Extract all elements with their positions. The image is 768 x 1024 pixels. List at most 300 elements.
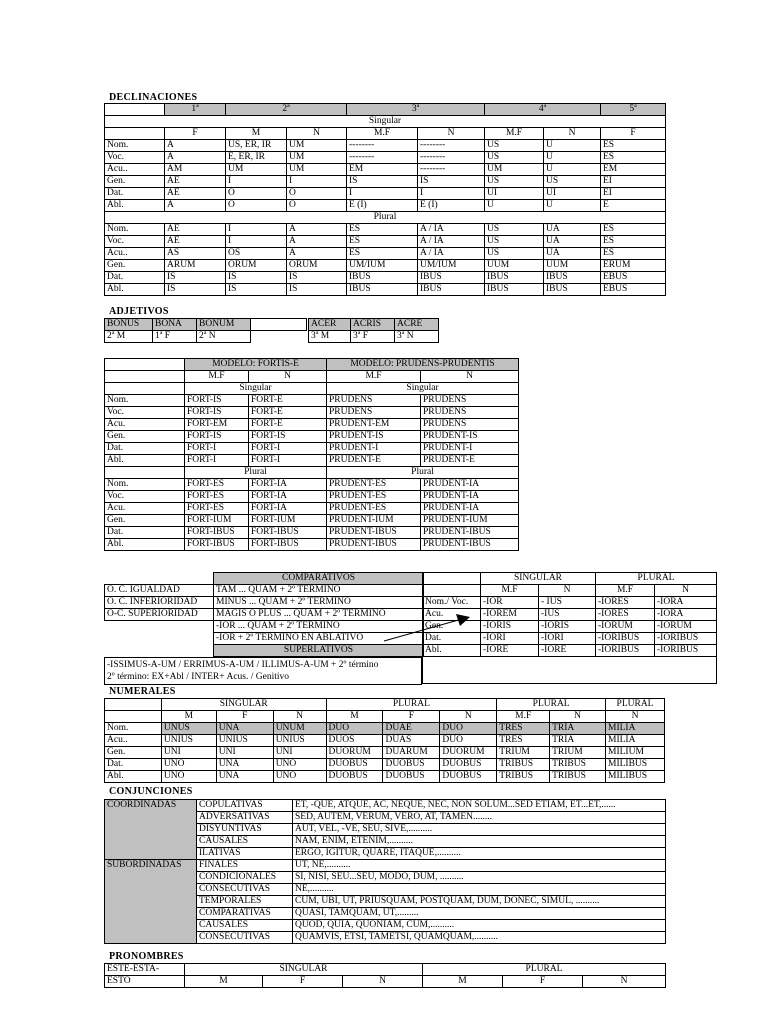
- conj-values: QUAMVIS, ETSI, TAMETSI, QUAMQUAM,..........: [293, 932, 666, 944]
- table-cell: IS: [226, 272, 287, 284]
- case-label: Abl.: [105, 284, 165, 296]
- table-cell: UNO: [273, 759, 326, 771]
- table-cell: ES: [601, 152, 666, 164]
- table-cell: I: [226, 176, 287, 188]
- section-title-declinaciones: DECLINACIONES: [109, 92, 198, 103]
- num-corner: [105, 699, 162, 711]
- decl-header-1: 1ª: [165, 104, 226, 116]
- conj-type: CONDICIONALES: [197, 872, 293, 884]
- adj-acer-label: 3ª F: [351, 331, 395, 343]
- table-cell: FORT-E: [249, 419, 327, 431]
- pron-singular-header: SINGULAR: [185, 964, 423, 976]
- table-cell: FORT-EM: [185, 419, 249, 431]
- table-cell: IBUS: [418, 272, 485, 284]
- table-cell: PRUDENS: [327, 395, 421, 407]
- table-cell: US, ER, IR: [226, 140, 287, 152]
- table-cell: -IORUM: [655, 621, 717, 633]
- table-cell: PRUDENT-ES: [327, 491, 421, 503]
- table-cell: FORT-IUM: [249, 515, 327, 527]
- table-cell: --------: [418, 140, 485, 152]
- decl-gender: F: [601, 128, 666, 140]
- table-cell: FORT-IA: [249, 503, 327, 515]
- case-label: Gen.: [105, 176, 165, 188]
- table-cell: -IORUM: [596, 621, 655, 633]
- table-cell: UNO: [161, 759, 216, 771]
- conj-values: SED, AUTEM, VERUM, VERO, AT, TAMEN........: [293, 812, 666, 824]
- case-label: Dat.: [423, 633, 481, 645]
- table-cell: U: [544, 164, 601, 176]
- table-cell: UA: [544, 224, 601, 236]
- table-cell: IBUS: [347, 284, 418, 296]
- table-cell: -IORIBUS: [596, 645, 655, 657]
- conj-values: ERGO, IGITUR, QUARE, ITAQUE,..........: [293, 848, 666, 860]
- table-cell: US: [485, 176, 544, 188]
- table-cell: DUOBUS: [383, 771, 440, 783]
- table-cell: ES: [601, 140, 666, 152]
- table-cell: AE: [165, 236, 226, 248]
- table-cell: UM: [287, 164, 347, 176]
- table-cell: PRUDENT-I: [327, 443, 421, 455]
- table-cell: O: [226, 200, 287, 212]
- comp-gender: N: [539, 585, 596, 597]
- conj-type: CAUSALES: [197, 920, 293, 932]
- table-cell: - IUS: [539, 597, 596, 609]
- num-gender: N: [273, 711, 326, 723]
- table-cell: -IORI: [481, 633, 539, 645]
- case-label: Nom./ Voc.: [423, 597, 481, 609]
- table-cell: UM/IUM: [418, 260, 485, 272]
- table-cell: ES: [601, 236, 666, 248]
- modelo-prudens-header: MODELO: PRUDENS-PRUDENTIS: [327, 359, 519, 371]
- conj-values: NE,..........: [293, 884, 666, 896]
- table-cell: ARUM: [165, 260, 226, 272]
- table-cell: IBUS: [544, 284, 601, 296]
- table-cell: DUOBUS: [383, 759, 440, 771]
- prudens-singular-label: Singular: [327, 383, 519, 395]
- conj-group-coordinadas: COORDINADAS: [105, 800, 197, 860]
- decl-gender: F: [165, 128, 226, 140]
- table-cell: IS: [165, 284, 226, 296]
- table-cell: -IORIS: [481, 621, 539, 633]
- table-cell: AS: [165, 248, 226, 260]
- case-label: Gen.: [105, 431, 185, 443]
- table-cell: UNO: [273, 771, 326, 783]
- table-cell: A: [287, 224, 347, 236]
- table-cell: DUOBUS: [440, 759, 497, 771]
- table-cell: -IUS: [539, 609, 596, 621]
- table-cell: UNUM: [273, 723, 326, 735]
- table-cell: FORT-ES: [185, 503, 249, 515]
- table-cell: PRUDENT-IA: [421, 479, 519, 491]
- table-cell: ERUM: [601, 260, 666, 272]
- table-cell: DUOBUS: [326, 759, 383, 771]
- conj-type: CONSECUTIVAS: [197, 932, 293, 944]
- table-cell: O: [287, 200, 347, 212]
- case-label: Abl.: [423, 645, 481, 657]
- num-gender: N: [440, 711, 497, 723]
- table-cell: DUORUM: [326, 747, 383, 759]
- table-cell: UNI: [161, 747, 216, 759]
- table-cell: FORT-IS: [185, 395, 249, 407]
- case-label: Nom.: [105, 723, 162, 735]
- num-plural-header: PLURAL: [606, 699, 665, 711]
- table-cell: TRIUM: [550, 747, 606, 759]
- adj-bonus-label: 1ª F: [153, 331, 197, 343]
- conj-type: DISYUNTIVAS: [197, 824, 293, 836]
- comp-gender: N: [655, 585, 717, 597]
- section-title-conjunciones: CONJUNCIONES: [109, 786, 193, 797]
- conj-values: ET, -QUE, ATQUE, AC, NEQUE, NEC, NON SOLUM...SED ETIAM, ET...ET,......: [293, 800, 666, 812]
- case-label: Voc.: [105, 236, 165, 248]
- decl-gender: M.F: [347, 128, 418, 140]
- table-cell: UI: [485, 188, 544, 200]
- table-cell: UNIUS: [273, 735, 326, 747]
- table-cell: -IORE: [481, 645, 539, 657]
- table-cell: UNIUS: [161, 735, 216, 747]
- pron-gender: N: [583, 976, 666, 988]
- table-cell: TRIBUS: [497, 771, 550, 783]
- table-cell: A: [287, 236, 347, 248]
- comp-ior-quam: -IOR ... QUAM + 2º TERMINO: [214, 621, 424, 633]
- comp-inferioridad-value: MINUS ... QUAM + 2º TERMINO: [214, 597, 424, 609]
- pronombres-table: [104, 963, 666, 988]
- comp-ior-ablativo: -IOR + 2º TERMINO EN ABLATIVO: [214, 633, 424, 645]
- table-cell: ES: [347, 236, 418, 248]
- modelo-fortis-header: MODELO: FORTIS-E: [185, 359, 327, 371]
- case-label: Dat.: [105, 527, 185, 539]
- table-cell: IBUS: [485, 284, 544, 296]
- table-cell: FORT-I: [249, 443, 327, 455]
- table-cell: TRIBUS: [550, 771, 606, 783]
- table-cell: TRIBUS: [550, 759, 606, 771]
- conj-values: NAM, ENIM, ETENIM,..........: [293, 836, 666, 848]
- table-cell: IS: [226, 284, 287, 296]
- fortis-gender: N: [421, 371, 519, 383]
- table-cell: UM: [226, 164, 287, 176]
- comp-superioridad-value: MAGIS O PLUS ... QUAM + 2º TERMINO: [214, 609, 424, 621]
- table-cell: -IORIBUS: [655, 633, 717, 645]
- case-label: Dat.: [105, 443, 185, 455]
- fortis-gender: N: [249, 371, 327, 383]
- table-cell: IBUS: [418, 284, 485, 296]
- table-cell: -IORA: [655, 597, 717, 609]
- table-cell: IBUS: [544, 272, 601, 284]
- table-cell: -IOR: [481, 597, 539, 609]
- pron-gender: M: [423, 976, 503, 988]
- table-cell: PRUDENS: [421, 395, 519, 407]
- table-cell: FORT-IUM: [185, 515, 249, 527]
- table-cell: DUOBUS: [326, 771, 383, 783]
- table-cell: UUM: [544, 260, 601, 272]
- table-cell: IS: [347, 176, 418, 188]
- num-row: [105, 759, 665, 771]
- num-singular-header: SINGULAR: [161, 699, 326, 711]
- fortis-gender: M.F: [327, 371, 421, 383]
- table-cell: A / IA: [418, 248, 485, 260]
- comp-gender: M.F: [481, 585, 539, 597]
- case-label: Gen.: [105, 260, 165, 272]
- num-gender: M: [326, 711, 383, 723]
- conj-type: COPULATIVAS: [197, 800, 293, 812]
- decl-gender: M: [226, 128, 287, 140]
- table-cell: PRUDENT-IS: [421, 431, 519, 443]
- case-label: Acu.: [105, 419, 185, 431]
- table-cell: PRUDENT-EM: [327, 419, 421, 431]
- table-cell: US: [544, 176, 601, 188]
- table-cell: I: [287, 176, 347, 188]
- table-cell: UNI: [273, 747, 326, 759]
- decl-gender: M.F: [485, 128, 544, 140]
- table-cell: I: [418, 188, 485, 200]
- conj-values: SI, NISI, SEU...SEU, MODO, DUM, ..........: [293, 872, 666, 884]
- case-label: Dat.: [105, 759, 162, 771]
- pron-gender: F: [503, 976, 583, 988]
- adj-bonus-form: BONUS: [105, 319, 153, 331]
- comp-singular-header: SINGULAR: [481, 573, 596, 585]
- table-cell: PRUDENT-IA: [421, 503, 519, 515]
- case-label: Acu..: [105, 164, 165, 176]
- comp-igualdad-label: O. C. IGUALDAD: [105, 585, 214, 597]
- table-cell: EBUS: [601, 284, 666, 296]
- case-label: Abl.: [105, 771, 162, 783]
- table-cell: AE: [165, 224, 226, 236]
- case-label: Dat.: [105, 272, 165, 284]
- table-cell: --------: [418, 152, 485, 164]
- table-cell: PRUDENT-IBUS: [421, 539, 519, 551]
- decl-gender: N: [418, 128, 485, 140]
- table-cell: I: [347, 188, 418, 200]
- comp-plural-header: PLURAL: [596, 573, 717, 585]
- table-cell: DUO: [440, 723, 497, 735]
- table-cell: PRUDENT-IA: [421, 491, 519, 503]
- table-cell: DUAS: [383, 735, 440, 747]
- superlativos-header: SUPERLATIVOS: [214, 645, 424, 657]
- table-cell: IS: [165, 272, 226, 284]
- table-cell: MILIA: [606, 735, 665, 747]
- table-cell: TRIUM: [497, 747, 550, 759]
- table-cell: I: [226, 224, 287, 236]
- table-cell: E: [601, 200, 666, 212]
- table-cell: FORT-E: [249, 407, 327, 419]
- decl-singular-label: Singular: [105, 116, 666, 128]
- conj-values: AUT, VEL, -VE, SEU, SIVE,..........: [293, 824, 666, 836]
- table-cell: FORT-IBUS: [185, 539, 249, 551]
- pron-gender: N: [343, 976, 423, 988]
- num-row: [105, 735, 665, 747]
- conj-values: UT, NE,..........: [293, 860, 666, 872]
- table-cell: FORT-I: [185, 455, 249, 467]
- table-cell: FORT-I: [185, 443, 249, 455]
- case-label: Nom.: [105, 479, 185, 491]
- table-cell: US: [485, 248, 544, 260]
- case-label: Abl.: [105, 455, 185, 467]
- table-cell: DUOBUS: [440, 771, 497, 783]
- table-cell: EI: [601, 176, 666, 188]
- comp-igualdad-value: TAM ... QUAM + 2º TERMINO: [214, 585, 424, 597]
- case-label: Nom.: [105, 395, 185, 407]
- case-label: Acu..: [105, 248, 165, 260]
- case-label: Voc.: [105, 152, 165, 164]
- table-cell: UA: [544, 236, 601, 248]
- table-cell: PRUDENT-IBUS: [327, 527, 421, 539]
- conj-type: COMPARATIVAS: [197, 908, 293, 920]
- table-cell: E, ER, IR: [226, 152, 287, 164]
- table-cell: FORT-ES: [185, 479, 249, 491]
- table-cell: UM: [485, 164, 544, 176]
- num-gender: M: [161, 711, 216, 723]
- table-cell: MILIA: [606, 723, 665, 735]
- num-row: [105, 723, 665, 735]
- fortis-gender: M.F: [185, 371, 249, 383]
- table-cell: US: [485, 140, 544, 152]
- num-gender: F: [383, 711, 440, 723]
- conj-values: CUM, UBI, UT, PRIUSQUAM, POSTQUAM, DUM, DONEC, SIMUL, ..........: [293, 896, 666, 908]
- table-cell: EBUS: [601, 272, 666, 284]
- table-cell: TRIA: [550, 735, 606, 747]
- table-cell: DUO: [440, 735, 497, 747]
- num-row: [105, 747, 665, 759]
- table-cell: US: [485, 152, 544, 164]
- table-cell: A: [165, 152, 226, 164]
- table-cell: ES: [347, 224, 418, 236]
- table-cell: FORT-IBUS: [249, 539, 327, 551]
- case-label: Dat.: [105, 188, 165, 200]
- num-gender-corner: [105, 711, 162, 723]
- pron-label-2: ESTO: [105, 976, 185, 988]
- conj-type: ADVERSATIVAS: [197, 812, 293, 824]
- table-cell: E (I): [418, 200, 485, 212]
- decl-header-5: 5ª: [601, 104, 666, 116]
- table-cell: --------: [347, 152, 418, 164]
- table-cell: ORUM: [287, 260, 347, 272]
- table-cell: FORT-IS: [249, 431, 327, 443]
- table-cell: UM/IUM: [347, 260, 418, 272]
- table-cell: PRUDENT-E: [421, 455, 519, 467]
- table-cell: PRUDENT-IUM: [421, 515, 519, 527]
- superlativos-line-1: -ISSIMUS-A-UM / ERRIMUS-A-UM / ILLIMUS-A-UM + 2º término: [107, 660, 379, 670]
- num-gender: M.F: [497, 711, 550, 723]
- table-cell: -IORI: [539, 633, 596, 645]
- table-cell: U: [544, 200, 601, 212]
- decl-plural-label: Plural: [105, 212, 666, 224]
- table-cell: -IORIBUS: [655, 645, 717, 657]
- table-cell: AE: [165, 176, 226, 188]
- num-plural-header: PLURAL: [326, 699, 497, 711]
- table-cell: FORT-IA: [249, 491, 327, 503]
- case-label: Gen.: [423, 621, 481, 633]
- table-cell: TRIA: [550, 723, 606, 735]
- table-cell: ORUM: [226, 260, 287, 272]
- table-cell: A: [165, 140, 226, 152]
- num-plural-header: PLURAL: [497, 699, 606, 711]
- fortis-plural-label: Plural: [185, 467, 327, 479]
- table-cell: MILIBUS: [606, 771, 665, 783]
- conj-row: [105, 860, 666, 872]
- num-row: [105, 771, 665, 783]
- table-cell: FORT-I: [249, 455, 327, 467]
- adj-bonus-form: BONA: [153, 319, 197, 331]
- table-cell: -IORA: [655, 609, 717, 621]
- case-label: Nom.: [105, 140, 165, 152]
- table-cell: FORT-IA: [249, 479, 327, 491]
- table-cell: U: [485, 200, 544, 212]
- conj-type: CAUSALES: [197, 836, 293, 848]
- table-cell: PRUDENT-I: [421, 443, 519, 455]
- case-label: Abl.: [105, 200, 165, 212]
- table-cell: AM: [165, 164, 226, 176]
- table-cell: FORT-ES: [185, 491, 249, 503]
- conj-type: TEMPORALES: [197, 896, 293, 908]
- table-cell: UUM: [485, 260, 544, 272]
- table-cell: UNI: [216, 747, 273, 759]
- adj-acer-label: 3ª M: [309, 331, 351, 343]
- table-cell: PRUDENT-E: [327, 455, 421, 467]
- superlativos-line-2: 2º término: EX+Abl / INTER+ Acus. / Genitivo: [107, 672, 290, 682]
- table-cell: PRUDENS: [421, 407, 519, 419]
- table-cell: PRUDENT-IBUS: [327, 539, 421, 551]
- table-cell: FORT-E: [249, 395, 327, 407]
- table-cell: UM: [287, 140, 347, 152]
- pron-gender: M: [185, 976, 263, 988]
- table-cell: OS: [226, 248, 287, 260]
- section-title-adjetivos: ADJETIVOS: [109, 306, 169, 317]
- table-cell: US: [485, 236, 544, 248]
- table-cell: A / IA: [418, 224, 485, 236]
- conjunciones-table: [104, 799, 666, 944]
- table-cell: EM: [347, 164, 418, 176]
- decl-header-4: 4ª: [485, 104, 601, 116]
- adj-bonus-form: BONUM: [197, 319, 251, 331]
- conj-type: ILATIVAS: [197, 848, 293, 860]
- conj-values: QUASI, TAMQUAM, UT,.........: [293, 908, 666, 920]
- table-cell: -IORES: [596, 597, 655, 609]
- table-cell: UM: [287, 152, 347, 164]
- conj-type: CONSECUTIVAS: [197, 884, 293, 896]
- table-cell: UNO: [161, 771, 216, 783]
- table-cell: PRUDENT-IUM: [327, 515, 421, 527]
- conj-row: [105, 800, 666, 812]
- section-title-pronombres: PRONOMBRES: [109, 951, 184, 962]
- table-cell: AE: [165, 188, 226, 200]
- table-cell: ES: [601, 248, 666, 260]
- decl-header-3: 3ª: [347, 104, 485, 116]
- num-gender: N: [606, 711, 665, 723]
- case-label: Voc.: [105, 407, 185, 419]
- table-cell: E (I): [347, 200, 418, 212]
- prudens-plural-label: Plural: [327, 467, 519, 479]
- table-cell: MILIBUS: [606, 759, 665, 771]
- case-label: Gen.: [105, 747, 162, 759]
- adj-bonus-label: 2ª M: [105, 331, 153, 343]
- case-label: Acu..: [105, 735, 162, 747]
- table-cell: -IORES: [596, 609, 655, 621]
- table-cell: IS: [287, 284, 347, 296]
- table-cell: UNA: [216, 723, 273, 735]
- table-cell: UNA: [216, 771, 273, 783]
- comp-superioridad-label: O-C. SUPERIORIDAD: [105, 609, 214, 621]
- table-cell: O: [287, 188, 347, 200]
- table-cell: TRIBUS: [497, 759, 550, 771]
- table-cell: A / IA: [418, 236, 485, 248]
- arrow-head: [456, 614, 470, 626]
- table-cell: PRUDENT-IS: [327, 431, 421, 443]
- section-title-numerales: NUMERALES: [109, 686, 176, 697]
- comparativos-header: COMPARATIVOS: [214, 573, 424, 585]
- case-label: Nom.: [105, 224, 165, 236]
- table-cell: UNUS: [161, 723, 216, 735]
- table-cell: FORT-IBUS: [185, 527, 249, 539]
- table-cell: A: [165, 200, 226, 212]
